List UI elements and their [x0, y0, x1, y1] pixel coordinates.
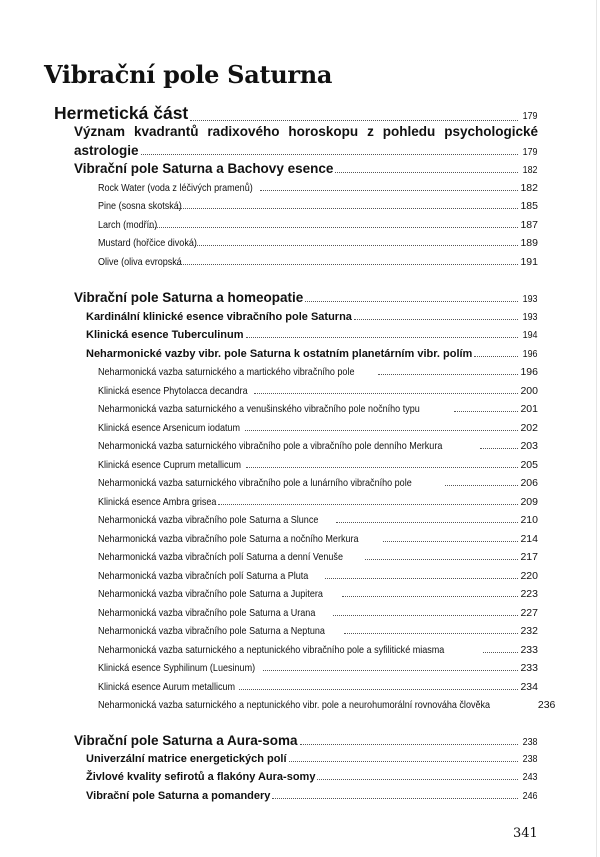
toc-entry-label: Klinická esence Phytolacca decandra	[98, 385, 248, 397]
toc-entry[interactable]	[98, 440, 538, 452]
toc-entry-page: 203	[520, 440, 538, 452]
dot-leader	[354, 319, 519, 320]
toc-entry-page: 232	[520, 625, 538, 637]
toc-entry-page: 182	[520, 182, 538, 194]
toc-entry[interactable]	[98, 514, 538, 526]
toc-entry-label: Vibrační pole Saturna a pomandery	[86, 790, 271, 802]
toc-entry-label: Neharmonická vazba vibračního pole Saturna a Urana	[98, 607, 316, 619]
toc-entry[interactable]	[98, 403, 538, 415]
toc-entry-label: Neharmonická vazba vibračních polí Saturna a denní Venuše	[98, 551, 343, 563]
toc-entry-page: 233	[520, 644, 538, 656]
toc-entry-label: Neharmonická vazba vibračního pole Saturna a Slunce	[98, 514, 319, 526]
toc-entry[interactable]	[98, 551, 538, 563]
toc-entry-page: 202	[520, 422, 538, 434]
dot-leader	[474, 356, 518, 357]
toc-entry-page: 236	[537, 699, 556, 711]
dot-leader	[454, 411, 518, 412]
toc-entry-label: Mustard (hořčice divoká)	[98, 237, 197, 249]
toc-entry-label: Neharmonická vazba vibračního pole Saturna a Jupitera	[98, 588, 323, 600]
toc-entry-bachovy-esence[interactable]	[74, 161, 538, 176]
toc-entry-page: 217	[520, 551, 538, 563]
toc-entry-page: 223	[520, 588, 538, 600]
toc-entry[interactable]	[86, 329, 538, 341]
dot-leader	[383, 541, 519, 542]
toc-entry-page: 200	[520, 385, 538, 397]
toc-entry-label: Neharmonická vazba saturnického a neptunického vibr. pole a neurohumorální rovnováha člověka	[98, 699, 491, 711]
dot-leader	[317, 779, 518, 780]
toc-entry-page: 179	[523, 146, 538, 158]
dot-leader	[335, 172, 518, 173]
toc-entry[interactable]	[86, 790, 538, 802]
dot-leader	[246, 467, 518, 468]
toc-entry-page: 201	[520, 403, 538, 415]
dot-leader	[305, 301, 518, 302]
toc-entry-label: Pine (sosna skotská)	[98, 200, 182, 212]
toc-entry-vyznam-kvadrantu[interactable]	[74, 143, 538, 158]
dot-leader	[141, 154, 519, 155]
dot-leader	[342, 596, 519, 597]
toc-entry[interactable]	[98, 200, 538, 212]
toc-entry-page: 182	[523, 164, 538, 176]
toc-entry-label: Klinická esence Ambra grisea	[98, 496, 217, 508]
toc-entry-label: Neharmonická vazba saturnického vibračního pole a lunárního vibračního pole	[98, 477, 412, 489]
toc-entry-label: Univerzální matrice energetických polí	[86, 753, 287, 765]
toc-entry-page: 233	[520, 662, 538, 674]
page-number: 341	[513, 826, 538, 841]
toc-entry-label-line1: Význam kvadrantů radixového horoskopu z pohledu psychologické	[74, 124, 538, 139]
toc-entry-page: 187	[520, 219, 538, 231]
dot-leader	[177, 208, 518, 209]
dot-leader	[190, 120, 518, 121]
toc-entry-page: 238	[523, 736, 538, 748]
toc-entry-page: 209	[520, 496, 538, 508]
toc-entry-page: 179	[523, 110, 538, 122]
dot-leader	[365, 559, 519, 560]
toc-entry-label: Klinická esence Tuberculinum	[86, 329, 244, 341]
toc-entry-homeopatie[interactable]	[74, 290, 538, 305]
toc-entry-page: 193	[523, 293, 538, 305]
toc-entry-label: Neharmonická vazba saturnického a martického vibračního pole	[98, 366, 355, 378]
dot-leader	[177, 264, 518, 265]
toc-entry[interactable]	[98, 477, 538, 489]
toc-entry-page: 206	[520, 477, 538, 489]
toc-entry[interactable]	[98, 385, 538, 397]
toc-entry-label: Olive (oliva evropská	[98, 256, 182, 268]
toc-entry-page: 234	[520, 681, 538, 693]
toc-entry-label: Neharmonické vazby vibr. pole Saturna k ostatním planetárním vibr. polím	[86, 348, 473, 360]
dot-leader	[149, 227, 519, 228]
toc-entry[interactable]	[98, 533, 538, 545]
toc-entry-label: Neharmonická vazba vibračních polí Saturna a Pluta	[98, 570, 309, 582]
toc-entry[interactable]	[98, 699, 556, 711]
toc-entry-label: Neharmonická vazba saturnického a venušinského vibračního pole nočního typu	[98, 403, 420, 415]
toc-entry[interactable]	[98, 570, 538, 582]
dot-leader	[325, 578, 519, 579]
toc-entry[interactable]	[86, 348, 538, 360]
toc-entry-aura-soma[interactable]	[74, 733, 538, 748]
toc-entry-page: 196	[523, 348, 538, 360]
dot-leader	[218, 504, 519, 505]
toc-entry-page: 205	[520, 459, 538, 471]
toc-entry-label: astrologie	[74, 143, 139, 158]
toc-entry-page: 238	[523, 753, 538, 765]
dot-leader	[263, 670, 519, 671]
toc-entry-label: Klinická esence Aurum metallicum	[98, 681, 236, 693]
toc-entry[interactable]	[98, 681, 538, 693]
toc-entry-label: Vibrační pole Saturna a Bachovy esence	[74, 161, 334, 176]
dot-leader	[195, 245, 519, 246]
page-edge	[596, 0, 597, 857]
toc-entry-label: Klinická esence Cuprum metallicum	[98, 459, 242, 471]
toc-entry[interactable]	[98, 644, 538, 656]
dot-leader	[300, 744, 519, 745]
toc-entry-page: 210	[520, 514, 538, 526]
toc-entry-label: Živlové kvality sefirotů a flakóny Aura-somy	[86, 771, 316, 783]
toc-entry-page: 193	[523, 311, 538, 323]
dot-leader	[336, 522, 518, 523]
toc-entry[interactable]	[98, 607, 538, 619]
dot-leader	[245, 430, 518, 431]
toc-entry[interactable]	[98, 625, 538, 637]
dot-leader	[272, 798, 518, 799]
toc-entry-label: Neharmonická vazba saturnického vibračního pole a vibračního pole denního Merkura	[98, 440, 443, 452]
toc-entry-label: Neharmonická vazba vibračního pole Saturna a nočního Merkura	[98, 533, 359, 545]
dot-leader	[246, 337, 519, 338]
toc-entry-page: 227	[520, 607, 538, 619]
toc-entry-hermeticka-cast[interactable]	[54, 103, 538, 124]
toc-entry[interactable]	[98, 496, 538, 508]
dot-leader	[378, 374, 518, 375]
toc-entry-label: Neharmonická vazba saturnického a neptunického vibračního pole a syfilitické miasma	[98, 644, 445, 656]
dot-leader	[239, 689, 518, 690]
toc-entry[interactable]	[86, 311, 538, 323]
toc-entry-label: Hermetická část	[54, 103, 189, 123]
toc-entry[interactable]	[98, 182, 538, 194]
dot-leader	[333, 615, 519, 616]
dot-leader	[344, 633, 519, 634]
toc-entry[interactable]	[98, 219, 538, 231]
toc-entry[interactable]	[98, 422, 538, 434]
dot-leader	[260, 190, 519, 191]
toc-entry-page: 191	[520, 256, 538, 268]
toc-entry-page: 220	[520, 570, 538, 582]
toc-entry-page: 214	[520, 533, 538, 545]
toc-entry-label: Klinická esence Syphilinum (Luesinum)	[98, 662, 256, 674]
toc-entry-label: Larch (modřín)	[98, 219, 158, 231]
toc-entry-label: Klinická esence Arsenicum iodatum	[98, 422, 241, 434]
toc-entry[interactable]	[86, 771, 538, 783]
dot-leader	[445, 485, 519, 486]
toc-entry[interactable]	[86, 753, 538, 765]
toc-entry[interactable]	[98, 237, 538, 249]
dot-leader	[483, 652, 519, 653]
dot-leader	[289, 761, 519, 762]
toc-entry-page: 196	[520, 366, 538, 378]
toc-entry-page: 189	[520, 237, 538, 249]
dot-leader	[254, 393, 519, 394]
toc-entry-page: 246	[523, 790, 538, 802]
toc-entry-page: 194	[523, 329, 538, 341]
toc-entry[interactable]	[98, 256, 538, 268]
toc-entry-page: 185	[520, 200, 538, 212]
toc-entry-label: Neharmonická vazba vibračního pole Saturna a Neptuna	[98, 625, 325, 637]
toc-entry[interactable]	[98, 662, 538, 674]
toc-entry-label: Kardinální klinické esence vibračního pole Saturna	[86, 311, 352, 323]
toc-entry[interactable]	[98, 588, 538, 600]
toc-entry-label: Vibrační pole Saturna a Aura-soma	[74, 733, 298, 748]
toc-entry-label: Vibrační pole Saturna a homeopatie	[74, 290, 304, 305]
dot-leader	[480, 448, 518, 449]
toc-entry-label: Rock Water (voda z léčivých pramenů)	[98, 182, 253, 194]
toc-entry[interactable]	[98, 366, 538, 378]
toc-entry-page: 243	[523, 771, 538, 783]
chapter-title: Vibrační pole Saturna	[44, 60, 333, 89]
toc-entry[interactable]	[98, 459, 538, 471]
